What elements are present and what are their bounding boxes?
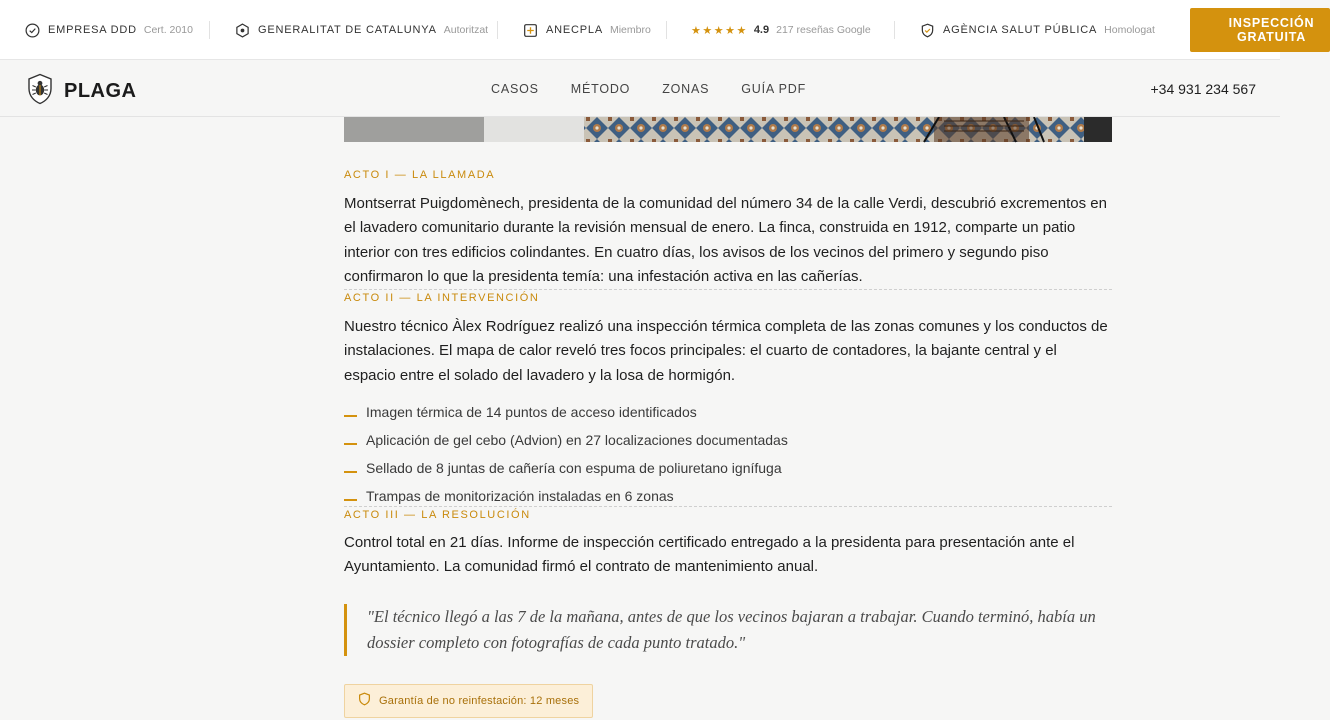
logo[interactable] <box>27 73 137 110</box>
trust-item-empresa-ddd <box>25 0 193 60</box>
trust-label: GENERALITAT DE CATALUNYA <box>258 24 437 36</box>
client-quote: "El técnico llegó a las 7 de la mañana, antes de que los vecinos bajaran a trabajar. Cuando terminó, había un dossier completo con fotografías de cada punto tratado." <box>344 604 1112 656</box>
shield-check-icon <box>920 23 935 38</box>
free-inspection-button[interactable]: INSPECCIÓN GRATUITA <box>1190 8 1330 52</box>
check-circle-icon <box>25 23 40 38</box>
intervention-list <box>344 398 1112 510</box>
trust-bar <box>0 0 1315 60</box>
trust-label: AGÈNCIA SALUT PÚBLICA <box>943 24 1098 36</box>
dash-icon <box>344 471 357 473</box>
act-2-label: ACTO II — LA INTERVENCIÓN <box>344 292 540 304</box>
rating-reviews: 217 reseñas Google <box>776 24 871 36</box>
hexagon-icon <box>235 23 250 38</box>
logo-text: PLAGA <box>64 80 137 102</box>
trust-sub: Miembro <box>609 24 651 36</box>
trust-label: EMPRESA DDD <box>48 24 137 36</box>
guarantee-badge <box>344 684 593 718</box>
trust-label: ANECPLA <box>546 24 603 36</box>
phone-link[interactable]: +34 931 234 567 <box>1150 81 1256 97</box>
act-1-label: ACTO I — LA LLAMADA <box>344 169 496 181</box>
plus-square-icon <box>523 23 538 38</box>
google-rating <box>691 0 871 60</box>
separator <box>666 21 667 39</box>
list-item <box>344 454 1112 482</box>
list-item-text: Aplicación de gel cebo (Advion) en 27 localizaciones documentadas <box>366 432 788 448</box>
trust-sub: Autoritzat <box>443 24 489 36</box>
list-item <box>344 426 1112 454</box>
beetle-shield-icon <box>27 73 53 110</box>
separator <box>894 21 895 39</box>
separator <box>497 21 498 39</box>
list-item <box>344 398 1112 426</box>
shield-icon <box>358 692 371 711</box>
nav-links <box>491 61 838 117</box>
nav-link-zonas[interactable]: ZONAS <box>662 82 710 96</box>
trust-item-generalitat <box>235 0 488 60</box>
divider <box>344 289 1112 290</box>
act-2-text: Nuestro técnico Àlex Rodríguez realizó una inspección térmica completa de las zonas comunes y los conductos de instalaciones. El mapa de calor reveló tres focos principales: el cuarto de contadores, la bajante central y el espacio entre el solado del lavadero y la losa de hormigón. <box>344 318 1108 384</box>
list-item-text: Imagen térmica de 14 puntos de acceso identificados <box>366 404 697 420</box>
nav-link-casos[interactable]: CASOS <box>491 82 539 96</box>
guarantee-text: Garantía de no reinfestación: 12 meses <box>379 695 580 707</box>
act-1-text: Montserrat Puigdomènech, presidenta de la comunidad del número 34 de la calle Verdi, descubrió excrementos en el lavadero comunitario durante la revisión mensual de enero. La finca, construida en 1912, comparte un patio interior con tres edificios colindantes. En cuatro días, los avisos de los vecinos del primero y segundo piso confirmaron lo que la presidenta temía: una infestación activa en las cañerías. <box>344 195 1107 285</box>
act-3-text: Control total en 21 días. Informe de inspección certificado entregado a la presidenta para presentación ante el Ayuntamiento. La comunidad firmó el contrato de mantenimiento anual. <box>344 534 1075 576</box>
list-item-text: Trampas de monitorización instaladas en 6 zonas <box>366 488 674 504</box>
divider <box>344 506 1112 507</box>
nav-link-guia-pdf[interactable]: GUÍA PDF <box>741 82 807 96</box>
trust-item-anecpla <box>523 0 651 60</box>
rating-value: 4.9 <box>753 24 770 36</box>
case-hero-image <box>344 117 1112 142</box>
dash-icon <box>344 443 357 445</box>
act-3-label: ACTO III — LA RESOLUCIÓN <box>344 509 531 521</box>
rating-stars: ★★★★★ <box>691 24 748 37</box>
dash-icon <box>344 499 357 501</box>
trust-sub: Cert. 2010 <box>143 24 193 36</box>
dash-icon <box>344 415 357 417</box>
list-item-text: Sellado de 8 juntas de cañería con espuma de poliuretano ignífuga <box>366 460 782 476</box>
nav-link-metodo[interactable]: MÉTODO <box>570 82 631 96</box>
separator <box>209 21 210 39</box>
trust-sub: Homologat <box>1104 24 1155 36</box>
trust-item-agencia-salut <box>920 0 1155 60</box>
main-nav <box>0 61 1280 117</box>
